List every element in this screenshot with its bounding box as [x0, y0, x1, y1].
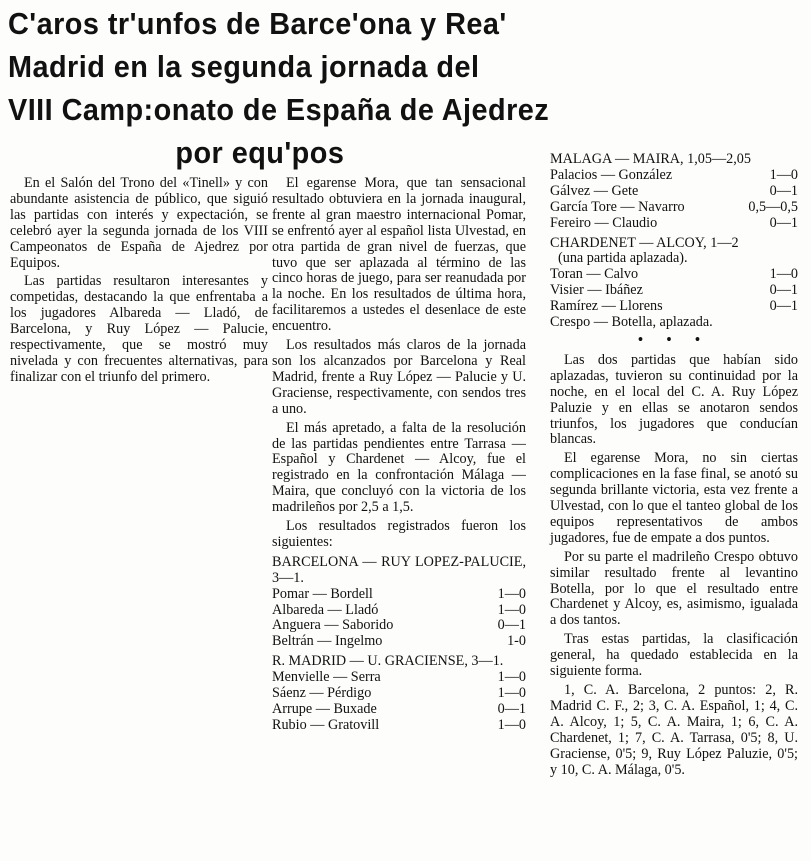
game-pair: Gálvez — Gete — [550, 182, 639, 199]
game-score: 0—1 — [769, 282, 798, 299]
game-pair: Palacios — González — [550, 166, 673, 183]
game-score: 1—0 — [497, 685, 526, 702]
game-score: 1—0 — [497, 669, 526, 686]
game-pair: Albareda — Lladó — [272, 601, 379, 618]
match-title: CHARDENET — ALCOY, 1—2 — [550, 234, 739, 251]
paragraph: Los resultados registrados fueron los siguientes: — [272, 518, 526, 550]
headline-line-4: por equ'pos — [175, 135, 345, 170]
headline-line-3: VIII Camp:onato de España de Ajedrez — [8, 92, 550, 127]
paragraph: El egarense Mora, no sin ciertas complicaciones en la fase final, se anotó su segunda brillante victoria, esta vez frente a Ulvestad, con lo que el tanteo global de los equipos representativos de ambos jugadores, fue de empate a dos puntos. — [550, 450, 798, 546]
game-row — [550, 299, 798, 315]
column-2 — [272, 176, 526, 734]
game-pair: Pomar — Bordell — [272, 585, 373, 602]
game-score: 0—1 — [769, 298, 798, 315]
game-row — [272, 702, 526, 718]
match-title: R. MADRID — U. GRACIENSE, 3—1. — [272, 653, 504, 670]
column-3 — [550, 152, 798, 781]
game-pair: Arrupe — Buxade — [272, 701, 377, 717]
game-pair: Menvielle — Serra — [272, 669, 381, 686]
headline-line-1: C'aros tr'unfos de Barce'ona y Rea' — [8, 6, 507, 41]
game-row — [550, 267, 798, 283]
game-row — [272, 634, 526, 650]
game-score: 1—0 — [497, 716, 526, 733]
game-row — [550, 216, 798, 232]
paragraph: Por su parte el madrileño Crespo obtuvo similar resultado frente al levantino Botella, por lo que el resultado entre Chardenet y Alcoy, es, asimismo, igualada a dos tantos. — [550, 548, 798, 629]
game-row — [550, 283, 798, 299]
game-row — [550, 184, 798, 200]
game-pair: Anguera — Saborido — [272, 617, 394, 634]
game-row — [272, 670, 526, 686]
standings-paragraph: 1, C. A. Barcelona, 2 puntos: 2, R. Madrid C. F., 2; 3, C. A. Español, 1; 4, C. A. Alcoy, 1; 5, C. A. Maira, 1; 6, C. A. Chardenet, 1; 7, C. A. Tarrasa, 0'5; 8, U. Graciense, 0'5; 9, Ruy López Paluzie, 0'5; y 10, C. A. Málaga, 0'5. — [550, 682, 798, 778]
game-pair: Rubio — Gratovill — [272, 716, 380, 733]
game-score: 1—0 — [497, 585, 526, 602]
headline-line-2: Madrid en la segunda jornada del — [8, 49, 480, 84]
game-pair: Sáenz — Pérdigo — [272, 685, 372, 702]
paragraph: En el Salón del Trono del «Tinell» y con abundante asistencia de público, que siguió las partidas con interés y expectación, se celebró ayer la segunda jornada de los VIII Campeonatos de España de Ajedrez por Equipos. — [10, 175, 268, 271]
paragraph: Las partidas resultaron interesantes y competidas, destacando la que enfrentaba a los jugadores Albareda — Lladó, de Barcelona, y Ruy López — Palucie, respectivamente, que se mostró muy nivelada y con frecuentes alternativas, para finalizar con el triunfo del primero. — [10, 273, 268, 385]
game-score: 1—0 — [497, 601, 526, 618]
game-row — [272, 686, 526, 702]
game-row — [550, 168, 798, 184]
game-score: 1—0 — [769, 166, 798, 183]
game-row — [272, 718, 526, 734]
game-pair: Fereiro — Claudio — [550, 214, 658, 231]
column-1 — [10, 176, 268, 389]
paragraph: El egarense Mora, que tan sensacional resultado obtuviera en la jornada inaugural, frente al gran maestro internacional Pomar, se enfrentó ayer al español lista Ulvestad, en otra partida de gran nivel de fuerzas, que tuvo que ser aplazada al término de las cinco horas de juego, para ser reanudada por la noche. En los resultados de última hora, facilitaremos a ustedes el desenlace de este encuentro. — [272, 175, 526, 335]
game-row-postponed: Crespo — Botella, aplazada. — [550, 314, 713, 331]
game-score: 1-0 — [507, 633, 526, 650]
game-row — [550, 200, 798, 216]
match-title: BARCELONA — RUY LOPEZ-PALUCIE, 3—1. — [272, 553, 526, 586]
game-pair: García Tore — Navarro — [550, 198, 685, 215]
paragraph: Las dos partidas que habían sido aplazadas, tuvieron su continuidad por la noche, en el local del C. A. Ruy López Paluzie y en ellas se anotaron sendos triunfos, los jugadores que conducían blancas. — [550, 351, 798, 448]
game-score: 0—1 — [769, 214, 798, 231]
match-title: MALAGA — MAIRA, 1,05—2,05 — [550, 151, 751, 167]
game-pair: Ramírez — Llorens — [550, 298, 663, 315]
game-score: 0,5—0,5 — [748, 198, 798, 215]
game-row — [272, 603, 526, 619]
paragraph: El más apretado, a falta de la resolución de las partidas pendientes entre Tarrasa — Español y Chardenet — Alcoy, fue el registrado en la confrontación Málaga — Maira, que concluyó con la victoria de los madrileños por 2,5 a 1,5. — [272, 419, 526, 516]
match-note: (una partida aplazada). — [558, 250, 688, 267]
game-pair: Beltrán — Ingelmo — [272, 633, 383, 650]
game-score: 1—0 — [769, 266, 798, 283]
headline — [8, 2, 550, 174]
section-separator: • • • — [638, 331, 710, 348]
game-row — [272, 618, 526, 634]
game-pair: Visier — Ibáñez — [550, 282, 643, 299]
game-row — [272, 587, 526, 603]
game-score: 0—1 — [769, 182, 798, 199]
game-pair: Toran — Calvo — [550, 266, 639, 283]
paragraph: Tras estas partidas, la clasificación general, ha quedado establecida en la siguiente forma. — [550, 631, 798, 680]
game-score: 0—1 — [497, 701, 526, 717]
paragraph: Los resultados más claros de la jornada son los alcanzados por Barcelona y Real Madrid, frente a Ruy López — Palucie y U. Graciense, respectivamente, con sendos tres a uno. — [272, 337, 526, 417]
game-score: 0—1 — [497, 617, 526, 634]
